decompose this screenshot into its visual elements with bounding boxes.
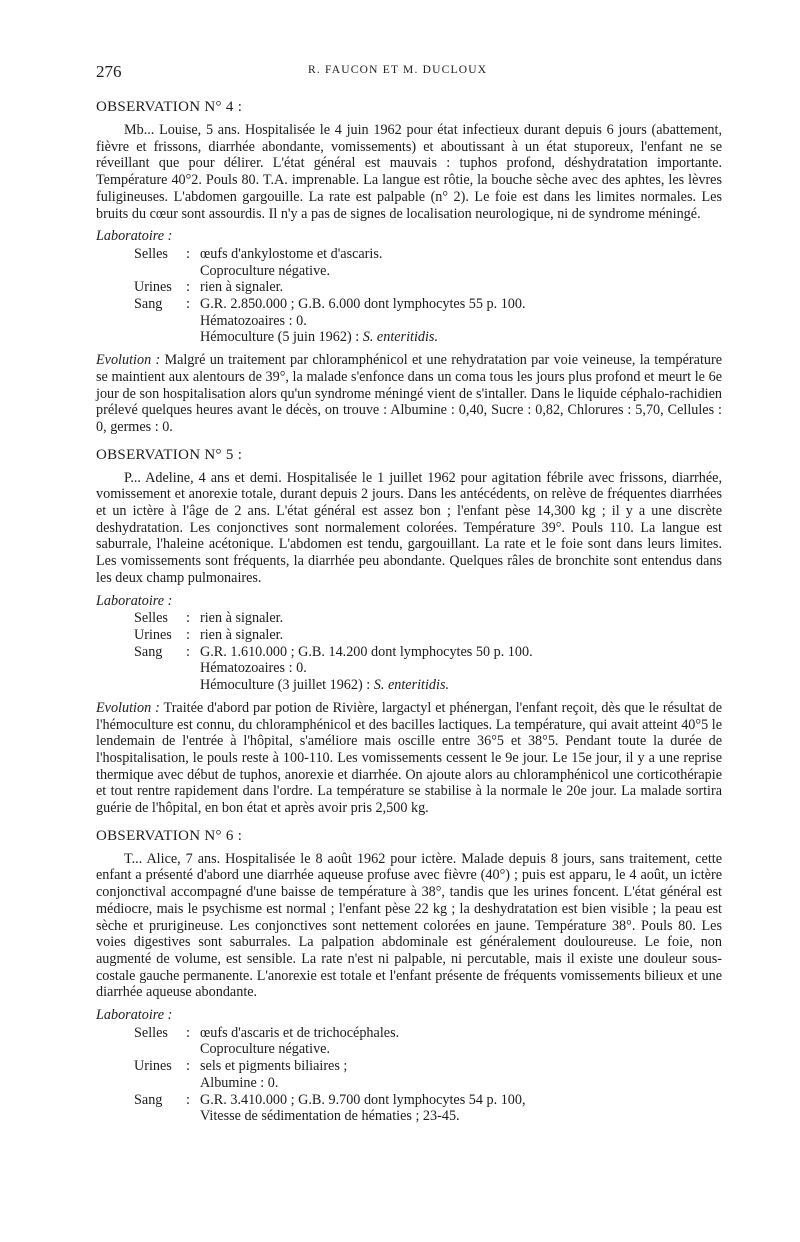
observation-4-evolution xyxy=(96,352,722,436)
lab-colon xyxy=(179,263,197,280)
lab-text xyxy=(197,329,526,346)
lab-label xyxy=(134,313,179,330)
lab-text: sels et pigments biliaires ; xyxy=(200,1058,348,1075)
lab-organism: S. enteritidis. xyxy=(373,677,450,694)
lab-colon: : xyxy=(186,1058,190,1075)
lab-label xyxy=(134,329,179,346)
lab-label: Sang xyxy=(134,1091,163,1108)
lab-text: Hématozoaires : 0. xyxy=(200,312,307,329)
lab-row xyxy=(134,329,526,346)
lab-row xyxy=(134,677,533,694)
lab-label: Sang xyxy=(134,643,163,660)
lab-row xyxy=(134,296,526,313)
lab-text: Albumine : 0. xyxy=(200,1074,279,1091)
lab-colon: : xyxy=(186,279,190,296)
observation-6-heading: OBSERVATION N° 6 : xyxy=(96,827,243,844)
lab-text: rien à signaler. xyxy=(200,279,284,296)
observation-4-lab-table xyxy=(134,246,526,346)
lab-text: rien à signaler. xyxy=(200,610,284,627)
observation-4 xyxy=(96,98,722,436)
lab-text: Coproculture négative. xyxy=(200,1041,331,1058)
lab-colon xyxy=(179,1075,197,1092)
observation-6-case-text: T... Alice, 7 ans. Hospitalisée le 8 août 1962 pour ictère. Malade depuis 8 jours, sans traitement, cette enfant a présenté d'abord une diarrhée aqueuse profuse avec fièvre (40°) ; puis est apparu, le 4 août, un ictère conjonctival accompagné d'une baisse de température à 38°, tandis que les urines foncent. L'état général est médiocre, mais le psychisme est normal ; l'enfant pèse 22 kg ; la deshydratation est bien visible ; la peau est sèche et prurigineuse. Les conjonctives sont nettement colorées en jaune. Température 38°. Pouls 80. Les voies digestives sont saburrales. La palpation abdominale est généralement douloureuse. Le foie, non augmenté de volume, est sensible. La rate n'est ni palpable, ni percutable, mais il existe une douleur sous-costale gauche permanente. L'anorexie est totale et l'enfant présente de fréquents vomissements bilieux et une diarrhée aqueuse abondante. xyxy=(96,850,722,1001)
observation-5 xyxy=(96,446,722,817)
lab-label xyxy=(134,1108,179,1125)
evolution-label: Evolution : xyxy=(96,352,161,369)
observation-4-case-text: Mb... Louise, 5 ans. Hospitalisée le 4 juin 1962 pour état infectieux durant depuis 6 jours (abattement, fièvre et frissons, diarrhée abondante, vomissements) et aboutissant à un état stuporeux, l'enfant ne se réveillant que pour délirer. L'état général est mauvais : tuphos profond, déshydratation importante. Température 40°2. Pouls 80. T.A. imprenable. La langue est rôtie, la bouche sèche avec des aphtes, les lèvres fuligineuses. L'abdomen gargouille. La rate est palpable (n° 2). Le foie est dans les limites normales. Les bruits du cœur sont assourdis. Il n'y a pas de signes de localisation neurologique, ni de syndrome méningé. xyxy=(96,122,722,222)
observation-4-lab-title: Laboratoire : xyxy=(96,228,173,245)
lab-organism: S. enteritidis. xyxy=(362,329,439,346)
lab-row xyxy=(134,263,526,280)
lab-colon xyxy=(179,660,197,677)
lab-colon xyxy=(179,1041,197,1058)
lab-row xyxy=(134,1075,526,1092)
observation-5-lab-title: Laboratoire : xyxy=(96,592,173,609)
page xyxy=(96,62,722,1131)
running-head xyxy=(96,62,722,88)
lab-row xyxy=(134,1092,526,1109)
evolution-label: Evolution : xyxy=(96,699,160,716)
lab-colon: : xyxy=(186,1091,190,1108)
observation-5-case-text: P... Adeline, 4 ans et demi. Hospitalisée le 1 juillet 1962 pour agitation fébrile avec frissons, diarrhée, vomissement et anorexie totale, durant depuis 2 jours. Dans les antécédents, on relève de fréquentes diarrhées et un ictère à l'âge de 2 ans. L'état général est assez bon ; l'enfant pèse 14,300 kg ; il y a une discrète deshydratation. Les conjonctives sont normalement colorées. Température 39°. Pouls 110. La langue est saburrale, l'haleine acétonique. L'abdomen est tendu, gargouillant. La rate et le foie sont dans leurs limites. Les vomissements sont fréquents, la diarrhée peu abondante. Quelques râles de bronchite sont entendus dans les deux champ pulmonaires. xyxy=(96,469,722,586)
lab-row xyxy=(134,1025,526,1042)
lab-label: Urines xyxy=(134,1058,172,1075)
observation-5-heading: OBSERVATION N° 5 : xyxy=(96,446,243,463)
lab-label: Urines xyxy=(134,626,172,643)
lab-row xyxy=(134,313,526,330)
lab-row xyxy=(134,660,533,677)
observation-6 xyxy=(96,827,722,1125)
lab-colon xyxy=(179,313,197,330)
lab-text-plain: Hémoculture (3 juillet 1962) : xyxy=(200,677,374,694)
lab-colon xyxy=(179,329,197,346)
lab-text: G.R. 2.850.000 ; G.B. 6.000 dont lymphocytes 55 p. 100. xyxy=(200,296,526,313)
lab-label: Urines xyxy=(134,279,172,296)
observation-4-heading: OBSERVATION N° 4 : xyxy=(96,99,243,115)
lab-row xyxy=(134,246,526,263)
lab-label: Selles xyxy=(134,610,168,627)
lab-label xyxy=(134,1041,179,1058)
lab-label: Selles xyxy=(134,245,168,262)
lab-colon: : xyxy=(186,296,190,313)
page-number: 276 xyxy=(96,62,122,81)
observation-5-lab-table xyxy=(134,610,533,694)
lab-text: G.R. 3.410.000 ; G.B. 9.700 dont lymphocytes 54 p. 100, xyxy=(200,1091,526,1108)
lab-label xyxy=(134,263,179,280)
lab-label xyxy=(134,677,179,694)
lab-text: rien à signaler. xyxy=(200,626,284,643)
lab-text xyxy=(197,677,533,694)
lab-text: œufs d'ascaris et de trichocéphales. xyxy=(200,1024,400,1041)
lab-label xyxy=(134,1075,179,1092)
lab-text: Coproculture négative. xyxy=(200,262,331,279)
observation-6-lab-title: Laboratoire : xyxy=(96,1007,173,1024)
lab-colon xyxy=(179,677,197,694)
lab-colon xyxy=(179,1108,197,1125)
lab-row xyxy=(134,627,533,644)
lab-label xyxy=(134,660,179,677)
lab-text: Vitesse de sédimentation de hématies ; 23-45. xyxy=(200,1108,460,1125)
lab-colon: : xyxy=(186,245,190,262)
lab-colon: : xyxy=(186,626,190,643)
lab-row xyxy=(134,1058,526,1075)
lab-text: G.R. 1.610.000 ; G.B. 14.200 dont lymphocytes 50 p. 100. xyxy=(200,643,533,660)
running-title: R. FAUCON ET M. DUCLOUX xyxy=(308,64,488,76)
lab-colon: : xyxy=(186,610,190,627)
observation-5-evolution xyxy=(96,700,722,817)
lab-text-plain: Hémoculture (5 juin 1962) : xyxy=(200,329,363,346)
lab-text: Hématozoaires : 0. xyxy=(200,660,307,677)
lab-row xyxy=(134,644,533,661)
lab-label: Selles xyxy=(134,1024,168,1041)
lab-colon: : xyxy=(186,643,190,660)
lab-row xyxy=(134,1108,526,1125)
evolution-text: Malgré un traitement par chloramphénicol et une rehydratation par voie veineuse, la température se maintient aux alentours de 39°, la malade s'enfonce dans un coma tous les jours plus profond et meurt le 6e jour de son hospitalisation alors qu'un syndrome méningé vient de s'intaller. Dans le liquide céphalo-rachidien prélevé quelques heures avant le décès, on trouve : Albumine : 0,40, Sucre : 0,82, Chlorures : 5,70, Cellules : 0, germes : 0. xyxy=(96,352,722,435)
lab-row xyxy=(134,610,533,627)
lab-row xyxy=(134,1041,526,1058)
lab-label: Sang xyxy=(134,296,163,313)
lab-text: œufs d'ankylostome et d'ascaris. xyxy=(200,245,383,262)
lab-colon: : xyxy=(186,1024,190,1041)
lab-row xyxy=(134,279,526,296)
observation-6-lab-table xyxy=(134,1025,526,1125)
evolution-text: Traitée d'abord par potion de Rivière, largactyl et phénergan, l'enfant reçoit, dès que le résultat de l'hémoculture est connu, du chloramphénicol et des bacilles lactiques. La température, qui avait atteint 40°5 le lendemain de l'entrée à l'hôpital, s'améliore mais oscille entre 36°5 et 38°5. Pendant toute la durée de l'hospitalisation, le pouls reste à 100-110. Les vomissements cessent le 9e jour. Le 15e jour, il y a une reprise thermique avec début de tuphos, anorexie et diarrhée. On ajoute alors au chloramphénicol une corticothérapie et tout rentre rapidement dans l'ordre. La température se stabilise à la normale le 20e jour. La malade sortira guérie de l'hôpital, en bon état et après avoir pris 2,500 kg. xyxy=(96,699,722,817)
